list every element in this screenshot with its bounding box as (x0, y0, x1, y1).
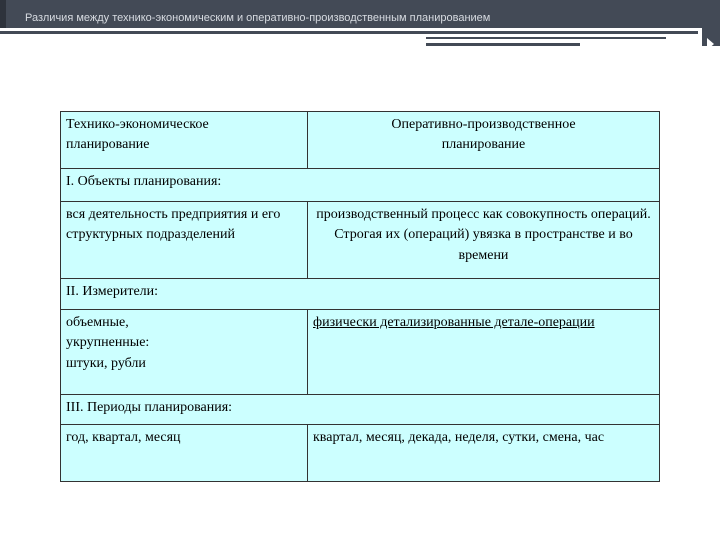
table-header-row (61, 112, 660, 169)
cell-measures-technical: объемные, укрупненные: штуки, рубли (61, 310, 308, 395)
table-row (61, 425, 660, 482)
header-technical-economic: Технико-экономическое планирование (61, 112, 308, 169)
decorative-line (426, 37, 666, 39)
section-heading-measures: II. Измерители: (61, 279, 660, 310)
section-heading-periods: III. Периоды планирования: (61, 395, 660, 425)
cell-periods-operational: квартал, месяц, декада, неделя, сутки, смена, час (308, 425, 660, 482)
header-operational-production: Оперативно-производственное планирование (308, 112, 660, 169)
section-row (61, 395, 660, 425)
section-row (61, 169, 660, 202)
cell-periods-technical: год, квартал, месяц (61, 425, 308, 482)
cell-measures-operational-wrap (308, 310, 660, 395)
slide-header-stripe (0, 0, 6, 28)
cell-measures-operational: физически детализированные детале-операции (313, 315, 595, 330)
cell-objects-operational: производственный процесс как совокупность операций. Строгая их (операций) увязка в пространстве и во времени (308, 202, 660, 279)
next-arrow-icon[interactable] (707, 38, 714, 50)
cell-objects-technical: вся деятельность предприятия и его структурных подразделений (61, 202, 308, 279)
table-row (61, 310, 660, 395)
decorative-line (0, 31, 698, 34)
section-row (61, 279, 660, 310)
section-heading-objects: I. Объекты планирования: (61, 169, 660, 202)
table-row (61, 202, 660, 279)
slide-title: Различия между технико-экономическим и оперативно-производственным планированием (25, 12, 491, 24)
comparison-table (60, 111, 660, 482)
decorative-line (426, 43, 580, 46)
